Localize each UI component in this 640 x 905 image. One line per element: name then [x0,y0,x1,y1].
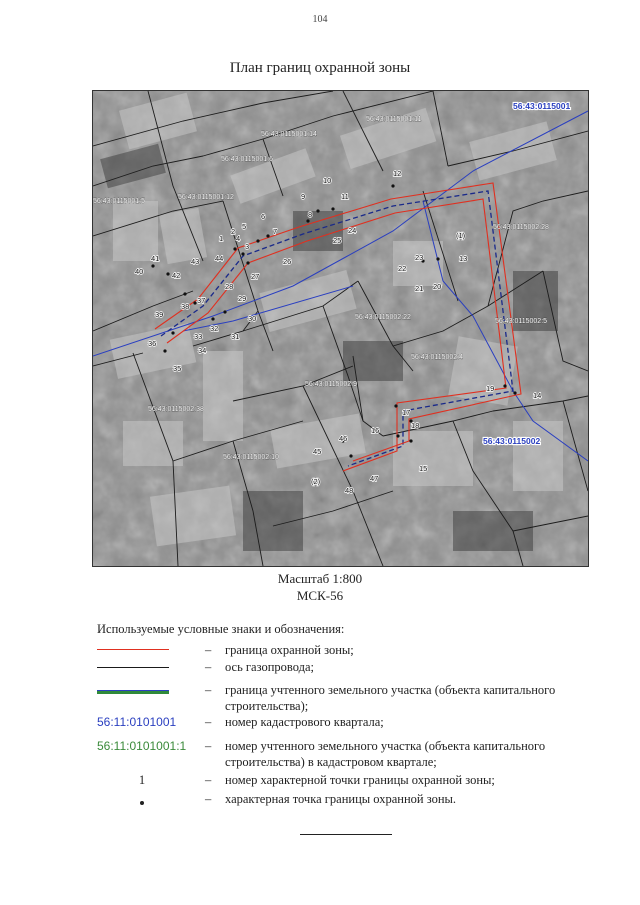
point-label: 2 [231,227,236,236]
point-label: 33 [194,332,203,341]
point-label: 19 [486,384,495,393]
point-label: 27 [251,272,260,281]
parcel-label: 56:43:0115001:12 [178,194,234,201]
point-label: 7 [273,227,278,236]
point-label: 42 [172,271,181,280]
legend-dash: – [205,792,212,806]
point-label: 10 [323,176,332,185]
legend-heading: Используемые условные знаки и обозначения: [97,622,345,636]
point-label: 24 [348,226,357,235]
legend-text: характерная точка границы охранной зоны. [225,792,457,806]
axis-line-symbol [97,659,172,675]
point-label: 40 [135,267,144,276]
parcel-label: 56:43:0115002:5 [495,318,548,325]
point-label: 35 [173,364,182,373]
point-label: 28 [225,282,234,291]
parcel-label: 56:43:0115002:28 [493,224,549,231]
legend-dash: – [205,660,212,674]
point-label: (2) [311,477,321,486]
point-label: 43 [191,257,200,266]
point-label: 14 [533,391,542,400]
legend-dash: – [205,643,212,657]
point-label: 5 [242,222,247,231]
legend-text: граница учтенного земельного участка (объекта капитального строительства); [225,683,556,713]
legend-text: номер учтенного земельного участка (объекта капитального строительства) в кадастровом квартале; [225,739,546,769]
page-title: План границ охранной зоны [229,60,411,76]
point-label: 1 [219,234,224,243]
parcel-label: 56:43:0115002:10 [223,454,279,461]
parcel-label: 56:43:0115002:38 [148,406,204,413]
legend-dash: – [205,773,212,787]
point-label: 37 [197,296,206,305]
coordinate-system: МСК-56 [296,588,344,603]
quarter-number-sample: 56:11:0101001 [97,715,177,729]
point-label: 45 [313,447,322,456]
legend-text: граница охранной зоны; [225,643,354,657]
point-label: 18 [411,421,420,430]
point-label: 30 [248,314,257,323]
point-label: 46 [339,434,348,443]
legend-text: номер характерной точки границы охранной зоны; [225,773,495,787]
scale-block [0,570,640,604]
point-label: 16 [371,426,380,435]
point-label: 13 [459,254,468,263]
page-number: 104 [312,14,328,25]
point-label: 21 [415,284,424,293]
point-label: 23 [415,253,424,262]
point-symbol [97,791,172,807]
legend-dash: – [205,683,212,697]
parcel-line-symbol [97,682,172,698]
point-label: 47 [370,474,379,483]
point-number-sample: 1 [138,773,146,787]
point-label: 17 [402,408,411,417]
point-label: 26 [283,257,292,266]
quarter-label: 56:43:0115002 [483,436,541,446]
point-label: 31 [231,332,240,341]
parcel-label: 56:43:0115002:9 [305,381,358,388]
legend-text: номер кадастрового квартала; [225,715,384,729]
parcel-label: 56:43:0115002:4 [411,354,464,361]
point-label: 4 [236,234,241,243]
point-label: 6 [261,212,266,221]
point-label: 36 [148,339,157,348]
point-label: 34 [198,346,207,355]
point-label: 3 [245,242,250,251]
point-label: 44 [215,254,224,263]
parcel-label: 56:43:0115001:5 [93,198,146,205]
point-label: 9 [301,192,306,201]
bottom-rule [300,834,392,835]
point-label: 20 [433,282,442,291]
point-label: 8 [308,210,313,219]
legend-text: ось газопровода; [225,660,315,674]
point-label: 22 [398,264,407,273]
quarter-label: 56:43:0115001 [513,101,571,111]
parcel-number-sample: 56:11:0101001:1 [97,739,187,753]
point-label: 15 [419,464,428,473]
point-label: 11 [341,192,349,201]
point-label: 25 [333,236,342,245]
point-label: 39 [155,310,164,319]
point-label: 29 [238,294,247,303]
scale-text: Масштаб 1:800 [277,571,363,586]
zone-line-symbol [97,642,172,658]
parcel-label: 56:43:0115001:11 [366,116,422,123]
point-label: (1) [456,231,466,240]
point-label: 38 [181,302,190,311]
point-label: 32 [210,324,219,333]
parcel-label: 56:43:0115001:14 [261,131,317,138]
legend-dash: – [205,739,212,753]
parcel-label: 56:43:0115002:22 [355,314,411,321]
point-label: 48 [345,486,354,495]
point-label: 12 [393,169,402,178]
satellite-map [92,90,589,567]
parcel-label: 56:43:0115001:6 [221,156,274,163]
legend-dash: – [205,715,212,729]
point-label: 41 [151,254,160,263]
